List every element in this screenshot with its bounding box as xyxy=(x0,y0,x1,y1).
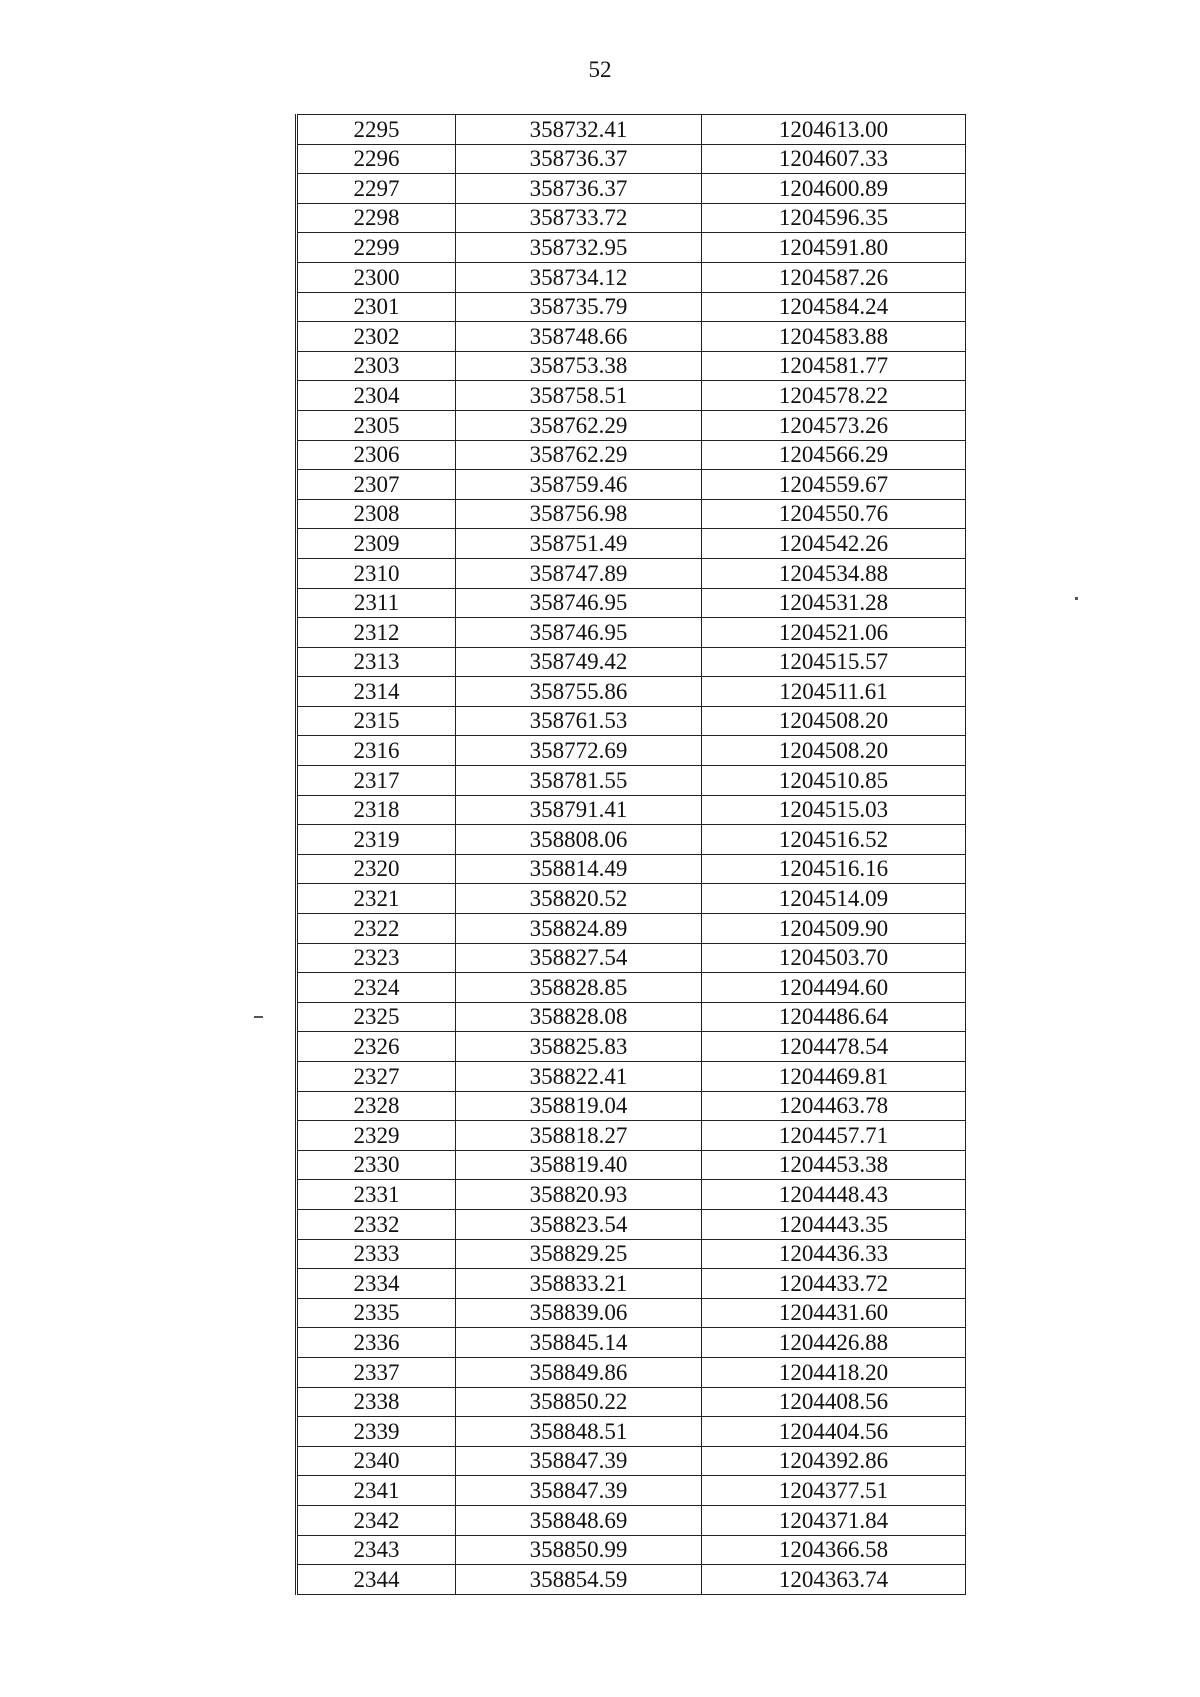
point-number-cell: 2297 xyxy=(297,174,456,204)
x-coordinate-cell: 358839.06 xyxy=(456,1298,702,1328)
y-coordinate-cell: 1204469.81 xyxy=(702,1062,966,1092)
table-row xyxy=(297,1446,966,1476)
x-coordinate-cell: 358820.93 xyxy=(456,1180,702,1210)
point-number-cell: 2316 xyxy=(297,736,456,766)
point-number-cell: 2313 xyxy=(297,647,456,677)
point-number-cell: 2303 xyxy=(297,351,456,381)
y-coordinate-cell: 1204531.28 xyxy=(702,588,966,618)
y-coordinate-cell: 1204418.20 xyxy=(702,1357,966,1387)
point-number-cell: 2322 xyxy=(297,914,456,944)
table-row xyxy=(297,1328,966,1358)
table-row xyxy=(297,1535,966,1565)
point-number-cell: 2337 xyxy=(297,1357,456,1387)
table-row xyxy=(297,618,966,648)
x-coordinate-cell: 358732.95 xyxy=(456,233,702,263)
x-coordinate-cell: 358847.39 xyxy=(456,1446,702,1476)
scan-speck xyxy=(254,1016,263,1018)
y-coordinate-cell: 1204408.56 xyxy=(702,1387,966,1417)
x-coordinate-cell: 358759.46 xyxy=(456,470,702,500)
y-coordinate-cell: 1204516.16 xyxy=(702,854,966,884)
table-row xyxy=(297,410,966,440)
point-number-cell: 2340 xyxy=(297,1446,456,1476)
table-row xyxy=(297,1032,966,1062)
table-row xyxy=(297,470,966,500)
x-coordinate-cell: 358735.79 xyxy=(456,292,702,322)
table-row xyxy=(297,854,966,884)
x-coordinate-cell: 358819.40 xyxy=(456,1150,702,1180)
table-row xyxy=(297,1298,966,1328)
point-number-cell: 2295 xyxy=(297,115,456,145)
point-number-cell: 2321 xyxy=(297,884,456,914)
table-row xyxy=(297,322,966,352)
table-row xyxy=(297,706,966,736)
y-coordinate-cell: 1204559.67 xyxy=(702,470,966,500)
point-number-cell: 2342 xyxy=(297,1505,456,1535)
point-number-cell: 2306 xyxy=(297,440,456,470)
y-coordinate-cell: 1204550.76 xyxy=(702,499,966,529)
x-coordinate-cell: 358755.86 xyxy=(456,677,702,707)
x-coordinate-cell: 358762.29 xyxy=(456,410,702,440)
x-coordinate-cell: 358818.27 xyxy=(456,1121,702,1151)
y-coordinate-cell: 1204494.60 xyxy=(702,973,966,1003)
table-row xyxy=(297,529,966,559)
y-coordinate-cell: 1204426.88 xyxy=(702,1328,966,1358)
x-coordinate-cell: 358753.38 xyxy=(456,351,702,381)
y-coordinate-cell: 1204587.26 xyxy=(702,262,966,292)
table-row xyxy=(297,351,966,381)
point-number-cell: 2324 xyxy=(297,973,456,1003)
x-coordinate-cell: 358748.66 xyxy=(456,322,702,352)
y-coordinate-cell: 1204600.89 xyxy=(702,174,966,204)
point-number-cell: 2299 xyxy=(297,233,456,263)
table-row xyxy=(297,914,966,944)
point-number-cell: 2331 xyxy=(297,1180,456,1210)
table-row xyxy=(297,1091,966,1121)
point-number-cell: 2311 xyxy=(297,588,456,618)
y-coordinate-cell: 1204392.86 xyxy=(702,1446,966,1476)
table-row xyxy=(297,381,966,411)
y-coordinate-cell: 1204436.33 xyxy=(702,1239,966,1269)
y-coordinate-cell: 1204509.90 xyxy=(702,914,966,944)
y-coordinate-cell: 1204566.29 xyxy=(702,440,966,470)
table-row xyxy=(297,795,966,825)
y-coordinate-cell: 1204486.64 xyxy=(702,1002,966,1032)
table-row xyxy=(297,1121,966,1151)
point-number-cell: 2307 xyxy=(297,470,456,500)
point-number-cell: 2338 xyxy=(297,1387,456,1417)
page-number: 52 xyxy=(588,57,612,82)
y-coordinate-cell: 1204457.71 xyxy=(702,1121,966,1151)
table-row xyxy=(297,1002,966,1032)
point-number-cell: 2334 xyxy=(297,1269,456,1299)
table-row xyxy=(297,736,966,766)
table-row xyxy=(297,233,966,263)
table-row xyxy=(297,943,966,973)
table-row xyxy=(297,677,966,707)
point-number-cell: 2339 xyxy=(297,1417,456,1447)
table-row xyxy=(297,262,966,292)
table-row xyxy=(297,1417,966,1447)
coordinate-table-body xyxy=(297,115,966,1595)
point-number-cell: 2332 xyxy=(297,1209,456,1239)
x-coordinate-cell: 358828.85 xyxy=(456,973,702,1003)
scan-speck xyxy=(1075,597,1078,600)
y-coordinate-cell: 1204508.20 xyxy=(702,736,966,766)
x-coordinate-cell: 358825.83 xyxy=(456,1032,702,1062)
y-coordinate-cell: 1204515.57 xyxy=(702,647,966,677)
point-number-cell: 2329 xyxy=(297,1121,456,1151)
x-coordinate-cell: 358791.41 xyxy=(456,795,702,825)
y-coordinate-cell: 1204453.38 xyxy=(702,1150,966,1180)
y-coordinate-cell: 1204366.58 xyxy=(702,1535,966,1565)
y-coordinate-cell: 1204584.24 xyxy=(702,292,966,322)
y-coordinate-cell: 1204542.26 xyxy=(702,529,966,559)
y-coordinate-cell: 1204431.60 xyxy=(702,1298,966,1328)
table-row xyxy=(297,1387,966,1417)
y-coordinate-cell: 1204515.03 xyxy=(702,795,966,825)
table-row xyxy=(297,766,966,796)
y-coordinate-cell: 1204508.20 xyxy=(702,706,966,736)
table-row xyxy=(297,144,966,174)
point-number-cell: 2317 xyxy=(297,766,456,796)
x-coordinate-cell: 358828.08 xyxy=(456,1002,702,1032)
point-number-cell: 2343 xyxy=(297,1535,456,1565)
x-coordinate-cell: 358850.99 xyxy=(456,1535,702,1565)
y-coordinate-cell: 1204573.26 xyxy=(702,410,966,440)
point-number-cell: 2304 xyxy=(297,381,456,411)
x-coordinate-cell: 358823.54 xyxy=(456,1209,702,1239)
table-row xyxy=(297,1180,966,1210)
x-coordinate-cell: 358761.53 xyxy=(456,706,702,736)
y-coordinate-cell: 1204583.88 xyxy=(702,322,966,352)
table-row xyxy=(297,884,966,914)
y-coordinate-cell: 1204596.35 xyxy=(702,203,966,233)
x-coordinate-cell: 358847.39 xyxy=(456,1476,702,1506)
y-coordinate-cell: 1204371.84 xyxy=(702,1505,966,1535)
point-number-cell: 2344 xyxy=(297,1565,456,1595)
table-row xyxy=(297,973,966,1003)
table-row xyxy=(297,1239,966,1269)
point-number-cell: 2298 xyxy=(297,203,456,233)
x-coordinate-cell: 358758.51 xyxy=(456,381,702,411)
point-number-cell: 2300 xyxy=(297,262,456,292)
x-coordinate-cell: 358824.89 xyxy=(456,914,702,944)
y-coordinate-cell: 1204363.74 xyxy=(702,1565,966,1595)
x-coordinate-cell: 358746.95 xyxy=(456,588,702,618)
table-row xyxy=(297,1062,966,1092)
table-row xyxy=(297,203,966,233)
x-coordinate-cell: 358814.49 xyxy=(456,854,702,884)
point-number-cell: 2341 xyxy=(297,1476,456,1506)
y-coordinate-cell: 1204534.88 xyxy=(702,558,966,588)
point-number-cell: 2323 xyxy=(297,943,456,973)
table-row xyxy=(297,1357,966,1387)
coordinate-table xyxy=(295,114,966,1595)
x-coordinate-cell: 358848.69 xyxy=(456,1505,702,1535)
y-coordinate-cell: 1204521.06 xyxy=(702,618,966,648)
x-coordinate-cell: 358781.55 xyxy=(456,766,702,796)
y-coordinate-cell: 1204514.09 xyxy=(702,884,966,914)
y-coordinate-cell: 1204377.51 xyxy=(702,1476,966,1506)
table-row xyxy=(297,292,966,322)
y-coordinate-cell: 1204433.72 xyxy=(702,1269,966,1299)
y-coordinate-cell: 1204448.43 xyxy=(702,1180,966,1210)
point-number-cell: 2319 xyxy=(297,825,456,855)
point-number-cell: 2296 xyxy=(297,144,456,174)
point-number-cell: 2302 xyxy=(297,322,456,352)
y-coordinate-cell: 1204510.85 xyxy=(702,766,966,796)
point-number-cell: 2325 xyxy=(297,1002,456,1032)
point-number-cell: 2301 xyxy=(297,292,456,322)
x-coordinate-cell: 358845.14 xyxy=(456,1328,702,1358)
x-coordinate-cell: 358849.86 xyxy=(456,1357,702,1387)
point-number-cell: 2312 xyxy=(297,618,456,648)
y-coordinate-cell: 1204478.54 xyxy=(702,1032,966,1062)
x-coordinate-cell: 358734.12 xyxy=(456,262,702,292)
y-coordinate-cell: 1204503.70 xyxy=(702,943,966,973)
x-coordinate-cell: 358736.37 xyxy=(456,144,702,174)
x-coordinate-cell: 358833.21 xyxy=(456,1269,702,1299)
point-number-cell: 2320 xyxy=(297,854,456,884)
table-row xyxy=(297,647,966,677)
point-number-cell: 2314 xyxy=(297,677,456,707)
y-coordinate-cell: 1204443.35 xyxy=(702,1209,966,1239)
x-coordinate-cell: 358850.22 xyxy=(456,1387,702,1417)
x-coordinate-cell: 358746.95 xyxy=(456,618,702,648)
point-number-cell: 2336 xyxy=(297,1328,456,1358)
point-number-cell: 2328 xyxy=(297,1091,456,1121)
table-row xyxy=(297,1209,966,1239)
table-row xyxy=(297,1269,966,1299)
table-row xyxy=(297,558,966,588)
x-coordinate-cell: 358827.54 xyxy=(456,943,702,973)
x-coordinate-cell: 358747.89 xyxy=(456,558,702,588)
table-row xyxy=(297,440,966,470)
table-row xyxy=(297,174,966,204)
y-coordinate-cell: 1204463.78 xyxy=(702,1091,966,1121)
x-coordinate-cell: 358854.59 xyxy=(456,1565,702,1595)
x-coordinate-cell: 358732.41 xyxy=(456,115,702,145)
point-number-cell: 2318 xyxy=(297,795,456,825)
x-coordinate-cell: 358749.42 xyxy=(456,647,702,677)
table-row xyxy=(297,588,966,618)
x-coordinate-cell: 358756.98 xyxy=(456,499,702,529)
y-coordinate-cell: 1204581.77 xyxy=(702,351,966,381)
y-coordinate-cell: 1204511.61 xyxy=(702,677,966,707)
point-number-cell: 2305 xyxy=(297,410,456,440)
y-coordinate-cell: 1204516.52 xyxy=(702,825,966,855)
point-number-cell: 2315 xyxy=(297,706,456,736)
x-coordinate-cell: 358819.04 xyxy=(456,1091,702,1121)
point-number-cell: 2308 xyxy=(297,499,456,529)
point-number-cell: 2335 xyxy=(297,1298,456,1328)
x-coordinate-cell: 358808.06 xyxy=(456,825,702,855)
x-coordinate-cell: 358772.69 xyxy=(456,736,702,766)
x-coordinate-cell: 358829.25 xyxy=(456,1239,702,1269)
point-number-cell: 2326 xyxy=(297,1032,456,1062)
y-coordinate-cell: 1204404.56 xyxy=(702,1417,966,1447)
x-coordinate-cell: 358733.72 xyxy=(456,203,702,233)
point-number-cell: 2330 xyxy=(297,1150,456,1180)
table-row xyxy=(297,1565,966,1595)
x-coordinate-cell: 358751.49 xyxy=(456,529,702,559)
y-coordinate-cell: 1204613.00 xyxy=(702,115,966,145)
point-number-cell: 2327 xyxy=(297,1062,456,1092)
y-coordinate-cell: 1204578.22 xyxy=(702,381,966,411)
table-row xyxy=(297,115,966,145)
table-row xyxy=(297,825,966,855)
point-number-cell: 2333 xyxy=(297,1239,456,1269)
table-row xyxy=(297,1505,966,1535)
x-coordinate-cell: 358822.41 xyxy=(456,1062,702,1092)
x-coordinate-cell: 358736.37 xyxy=(456,174,702,204)
x-coordinate-cell: 358848.51 xyxy=(456,1417,702,1447)
point-number-cell: 2310 xyxy=(297,558,456,588)
x-coordinate-cell: 358820.52 xyxy=(456,884,702,914)
y-coordinate-cell: 1204591.80 xyxy=(702,233,966,263)
table-row xyxy=(297,499,966,529)
y-coordinate-cell: 1204607.33 xyxy=(702,144,966,174)
table-row xyxy=(297,1150,966,1180)
point-number-cell: 2309 xyxy=(297,529,456,559)
table-row xyxy=(297,1476,966,1506)
x-coordinate-cell: 358762.29 xyxy=(456,440,702,470)
